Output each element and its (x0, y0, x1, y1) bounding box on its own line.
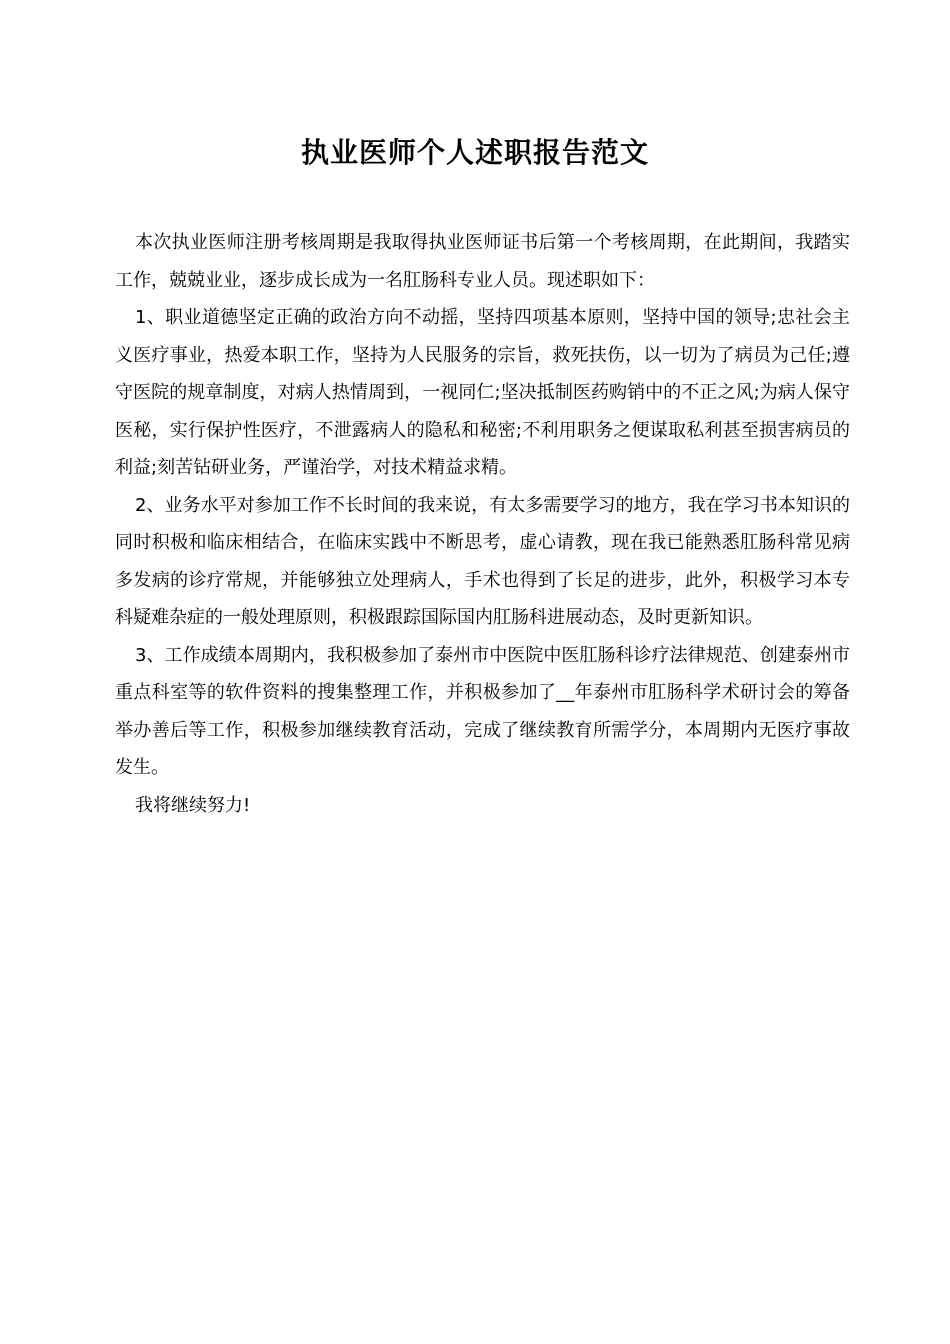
document-title: 执业医师个人述职报告范文 (300, 136, 649, 169)
achievements-paragraph: 3、工作成绩本周期内，我积极参加了泰州市中医院中医肛肠科诊疗法律规范、创建泰州市重点科室等的软件资料的搜集整理工作，并积极参加了__年泰州市肛肠科学术研讨会的筹备举办善后等工作，积极参加继续教育活动，完成了继续教育所需学分，本周期内无医疗事故发生。 (115, 644, 850, 778)
ethics-paragraph: 1、职业道德坚定正确的政治方向不动摇，坚持四项基本原则，坚持中国的领导;忠社会主义医疗事业，热爱本职工作，坚持为人民服务的宗旨，救死扶伤，以一切为了病员为己任;遵守医院的规章制度，对病人热情周到，一视同仁;坚决抵制医药购销中的不正之风;为病人保守医秘，实行保护性医疗，不泄露病人的隐私和秘密;不利用职务之便谋取私利甚至损害病员的利益;刻苦钻研业务，严谨治学，对技术精益求精。 (115, 307, 850, 478)
skills-paragraph: 2、业务水平对参加工作不长时间的我来说，有太多需要学习的地方，我在学习书本知识的同时积极和临床相结合，在临床实践中不断思考，虚心请教，现在我已能熟悉肛肠科常见病多发病的诊疗常规，并能够独立处理病人，手术也得到了长足的进步，此外，积极学习本专科疑难杂症的一般处理原则，积极跟踪国际国内肛肠科进展动态，及时更新知识。 (115, 494, 850, 628)
document-body (115, 224, 850, 824)
intro-paragraph: 本次执业医师注册考核周期是我取得执业医师证书后第一个考核周期，在此期间，我踏实工作，兢兢业业，逐步成长成为一名肛肠科专业人员。现述职如下： (115, 232, 850, 291)
closing-paragraph: 我将继续努力! (135, 794, 251, 816)
